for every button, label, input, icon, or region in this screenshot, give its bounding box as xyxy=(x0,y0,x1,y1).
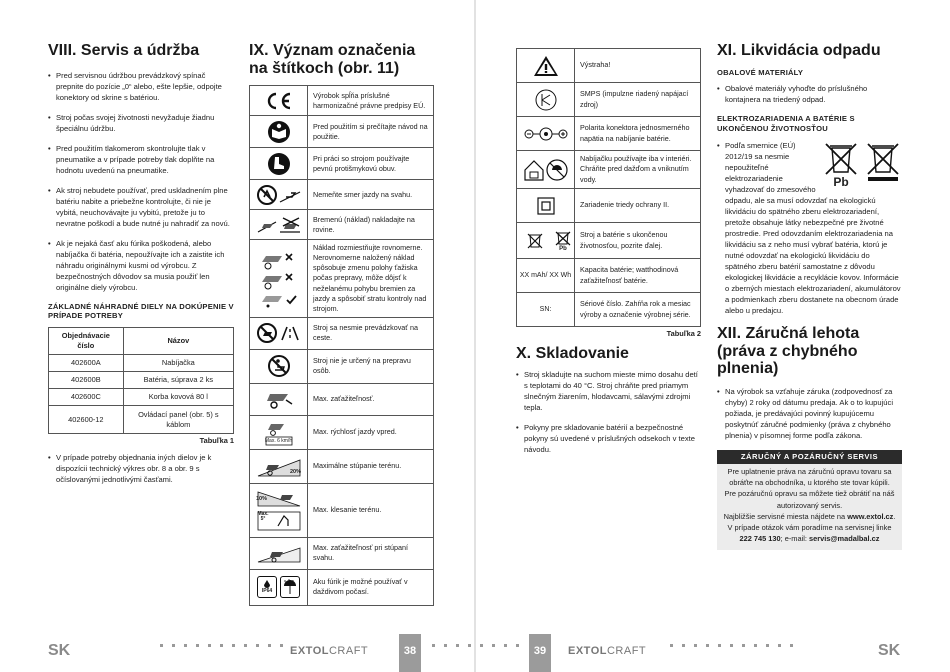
page-spine xyxy=(474,0,476,672)
service-box xyxy=(717,450,902,550)
table-cell: Výstraha! xyxy=(575,49,701,83)
brand-logo: EXTOLCRAFT xyxy=(290,645,369,657)
table-header: Objednávacie číslo xyxy=(49,328,124,355)
safety-boots-icon xyxy=(250,148,308,180)
table-row xyxy=(250,383,434,415)
table-cell: Max. zaťažiteľnosť. xyxy=(308,383,434,415)
sub-heading: OBALOVÉ MATERIÁLY xyxy=(717,67,804,77)
page-number: 38 xyxy=(399,634,421,672)
pb-label: Pb xyxy=(559,245,567,252)
max-speed-icon xyxy=(250,415,308,449)
table-caption: Tabuľka 2 xyxy=(666,329,701,338)
list-item: • Stroj počas svojej životnosti nevyžaduje žiadnu špeciálnu údržbu. xyxy=(48,112,234,134)
language-code: SK xyxy=(48,642,71,659)
table-row xyxy=(517,259,701,293)
max-load-slope-icon xyxy=(250,537,308,569)
list-item: • Pred servisnou údržbou prevádzkový spínač prepnite do pozície „0“ alebo, ešte lepšie, odpojte konektory od skrine s batériou. xyxy=(48,70,234,103)
ce-mark-icon xyxy=(250,86,308,116)
table-cell: Stroj nie je určený na prepravu osôb. xyxy=(308,349,434,383)
table-cell: 402600-12 xyxy=(49,406,124,434)
list-item: • Stroj skladujte na suchom mieste mimo dosahu detí s teplotami do 40 °C. Stroj chráňte pred priamym slnečným žiarením, hlodavcami, sálavými zdrojmi tepla. xyxy=(516,369,701,413)
language-code: SK xyxy=(878,642,901,659)
table-row xyxy=(250,148,434,180)
table-row xyxy=(517,117,701,151)
bullet-list xyxy=(717,140,902,316)
list-item: • Ak je nejaká časť aku fúrika poškodená, alebo nabíjačka či batéria, nepoužívajte ich a zaistite ich náhradu originálnymi kusmi od výrobcu. Z bezpečnostných dôvodov sa musia použiť len originálne diely výrobcu. xyxy=(48,238,234,293)
class-ii-icon xyxy=(517,189,575,223)
speed-label: Max. 6 km/h xyxy=(264,437,293,444)
max-slope-icon xyxy=(250,449,308,483)
sub-heading: ELEKTROZARIADENIA A BATÉRIE S UKONČENOU ŽIVOTNOSŤOU xyxy=(717,114,855,134)
footer-dots xyxy=(432,644,519,648)
table-row xyxy=(250,537,434,569)
read-manual-icon xyxy=(250,116,308,148)
table-row xyxy=(250,449,434,483)
service-text: V prípade otázok vám poradíme na servisnej linke 222 745 130; e-mail: servis@madalbal.cz xyxy=(727,522,892,543)
table-row xyxy=(250,210,434,240)
table-cell: 402600C xyxy=(49,389,124,406)
list-item: • Na výrobok sa vzťahuje záruka (zodpovednosť za chyby) 2 roky od dátumu predaja. Ak o to kupujúci požiada, je predávajúci povinný kupujúcemu poskytnúť záručné podmienky (práva z chybného plnenia) v písomnej forme podľa zákona. xyxy=(717,386,902,441)
table-cell: Aku fúrik je možné používať v daždivom počasí. xyxy=(308,569,434,605)
table-row xyxy=(250,116,434,148)
bullet-list xyxy=(717,83,902,105)
slope-label: 20% xyxy=(289,469,301,476)
table-row xyxy=(250,483,434,537)
battery-disposal-icon xyxy=(517,223,575,259)
page-number: 39 xyxy=(529,634,551,672)
max-descent-icon xyxy=(250,483,308,537)
spacer xyxy=(816,140,902,188)
smps-icon xyxy=(517,83,575,117)
table-row xyxy=(250,415,434,449)
weee-block xyxy=(717,140,902,316)
table-row xyxy=(517,49,701,83)
list-item: • V prípade potreby objednania iných dielov je k dispozícii technický výkres obr. 8 a obr. 9 s očíslovanými jednotlivými časťami. xyxy=(48,452,234,485)
capacity-code: XX mAh/ XX Wh xyxy=(517,259,575,293)
table-cell: Max. klesanie terénu. xyxy=(308,483,434,537)
section-title: VIII. Servis a údržba xyxy=(48,42,200,59)
table-cell: Nabíjačku používajte iba v interiéri. Chráňte pred dažďom a vniknutím vody. xyxy=(575,151,701,189)
bullet-list xyxy=(717,386,902,441)
service-email[interactable]: servis@madalbal.cz xyxy=(808,533,880,543)
table-row xyxy=(517,293,701,327)
list-item: • Pokyny pre skladovanie batérií a bezpečnostné pokyny sú uvedené v príslušných odsekoch v texte návodu. xyxy=(516,422,701,455)
table-cell: Nabíjačka xyxy=(123,355,233,372)
table-row xyxy=(250,317,434,349)
table-caption: Tabuľka 1 xyxy=(199,436,234,446)
table-cell: Polarita konektora jednosmerného napätia na nabíjanie batérie. xyxy=(575,117,701,151)
warning-icon xyxy=(517,49,575,83)
table-cell: Náklad rozmiestňujte rovnomerne. Nerovnomerne naložený náklad spôsobuje zmenu polohy ťažiska počas prepravy, môže dôjsť k neželanému pohybu bremien za jazdy a spôsobiť stratu kontroly nad strojom. xyxy=(308,240,434,318)
pb-label: Pb xyxy=(833,174,849,189)
section-title: XI. Likvidácia odpadu xyxy=(717,42,881,59)
parts-table xyxy=(48,327,234,434)
table-cell: Korba kovová 80 l xyxy=(123,389,233,406)
section-title: IX. Význam označenia na štítkoch (obr. 11) xyxy=(249,42,416,77)
table-cell: 402600B xyxy=(49,372,124,389)
serial-code: SN: xyxy=(517,293,575,327)
no-reverse-icon xyxy=(250,180,308,210)
load-distribution-icon xyxy=(250,240,308,318)
table-row xyxy=(49,372,234,389)
table-cell: SMPS (impulzne riadený napájací zdroj) xyxy=(575,83,701,117)
table-row xyxy=(250,180,434,210)
table-row xyxy=(49,355,234,372)
service-heading: ZÁRUČNÝ A POZÁRUČNÝ SERVIS xyxy=(717,450,902,464)
section-title: X. Skladovanie xyxy=(516,344,629,362)
section-servis xyxy=(48,42,234,494)
brand-logo: EXTOLCRAFT xyxy=(568,645,647,657)
table-row xyxy=(517,83,701,117)
descent-label-2: Max. 5° xyxy=(257,510,269,523)
disposal-and-warranty xyxy=(717,42,902,550)
no-persons-icon xyxy=(250,349,308,383)
list-item: • Obalové materiály vyhoďte do príslušného kontajnera na triedený odpad. xyxy=(717,83,902,105)
table-cell: Pred použitím si prečítajte návod na použitie. xyxy=(308,116,434,148)
table-row xyxy=(250,349,434,383)
symbols-table xyxy=(516,48,701,327)
table-cell: 402600A xyxy=(49,355,124,372)
indoor-only-icon xyxy=(517,151,575,189)
table-cell: Pri práci so strojom používajte pevnú protišmykovú obuv. xyxy=(308,148,434,180)
table-header-row xyxy=(49,328,234,355)
page-footer xyxy=(0,628,950,672)
table-row xyxy=(49,389,234,406)
parts-heading: ZÁKLADNÉ NÁHRADNÉ DIELY NA DOKÚPENIE V PRÍPADE POTREBY xyxy=(48,301,234,321)
load-forward-icon xyxy=(250,210,308,240)
table-row xyxy=(49,406,234,434)
table-cell: Kapacita batérie; watthodinová zaťažiteľnosť batérie. xyxy=(575,259,701,293)
table-cell: Max. zaťažiteľnosť pri stúpaní svahu. xyxy=(308,537,434,569)
section-labels xyxy=(249,42,434,606)
table-header: Názov xyxy=(123,328,233,355)
table-cell: Nemeňte smer jazdy na svahu. xyxy=(308,180,434,210)
table-cell: Bremenú (náklad) nakladajte na rovine. xyxy=(308,210,434,240)
table-row xyxy=(250,569,434,605)
service-phone: 222 745 130 xyxy=(739,533,781,543)
service-text: Pre pozáručnú opravu sa môžete tiež obrátiť na náš autorizovaný servis. xyxy=(724,489,895,510)
list-item: • Podľa smernice (EÚ) 2012/19 sa nesmie nepoužiteľné elektrozariadenie vyhadzovať do zmesového odpadu, ale sa musí odovzdať na ekologickú likvidáciu do spätného zberu elektrozariadení, pretože obsahuje látky nebezpečné pre životné prostredie. Pred odovzdaním elektrozariadenia na likvidáciu sa z neho musí vybrať batéria, ktorú je nutné odovzdať na ekologickú likvidáciu do spätného zberu batérií samostatne z dôvodu ekologickej likvidácie a recyklácie kovov. Informácie o zberných miestach elektrozariadení, akumulátorov a podmienkach zberu dostanete na obecnom úrade alebo u predajcu. xyxy=(717,140,902,316)
ip64-icon xyxy=(250,569,308,605)
table-row xyxy=(250,86,434,116)
list-item: • Ak stroj nebudete používať, pred uskladnením plne batériu nabite a priebežne kontrolujte, či nie je vybitá, neuchovávajte ju vybitú, pretože ju to nevratne poškodí a bude nutné ju nahradiť za novú. xyxy=(48,185,234,229)
symbols-and-storage xyxy=(516,48,701,464)
section-title: XII. Záručná lehota (práva z chybného plnenia) xyxy=(717,325,860,378)
no-road-icon xyxy=(250,317,308,349)
polarity-icon xyxy=(517,117,575,151)
service-text: Najbližšie servisné miesta nájdete na www.extol.cz. xyxy=(723,511,896,521)
ip-rating-badge: IP64 xyxy=(257,576,277,598)
service-text: Pre uplatnenie práva na záručnú opravu tovaru sa obráťte na obchodníka, u ktorého ste tovar kúpili. xyxy=(727,467,892,488)
descent-label: 10% xyxy=(256,495,268,502)
table-cell: Batéria, súprava 2 ks xyxy=(123,372,233,389)
bullet-list xyxy=(48,452,234,485)
table-cell: Stroj sa nesmie prevádzkovať na ceste. xyxy=(308,317,434,349)
table-row xyxy=(517,223,701,259)
max-load-icon xyxy=(250,383,308,415)
service-link[interactable]: www.extol.cz xyxy=(847,511,894,521)
footer-dots xyxy=(670,644,793,648)
table-cell: Ovládací panel (obr. 5) s káblom xyxy=(123,406,233,434)
table-row xyxy=(517,189,701,223)
table-cell: Výrobok spĺňa príslušné harmonizačné právne predpisy EÚ. xyxy=(308,86,434,116)
table-cell: Zariadenie triedy ochrany II. xyxy=(575,189,701,223)
bullet-list xyxy=(48,70,234,293)
footer-dots xyxy=(160,644,283,648)
table-row xyxy=(517,151,701,189)
bullet-list xyxy=(516,369,701,455)
list-item: • Pred použitím tlakomerom skontrolujte tlak v pneumatike a v prípade potreby tlak doplňte na hodnotu uvedenú na pneumatike. xyxy=(48,143,234,176)
labels-table xyxy=(249,85,434,606)
table-cell: Maximálne stúpanie terénu. xyxy=(308,449,434,483)
rain-icon xyxy=(280,576,300,598)
table-row xyxy=(250,240,434,318)
table-cell: Sériové číslo. Zahŕňa rok a mesiac výroby a označenie výrobnej série. xyxy=(575,293,701,327)
table-cell: Stroj a batérie s ukončenou životnosťou, pozrite ďalej. xyxy=(575,223,701,259)
table-cell: Max. rýchlosť jazdy vpred. xyxy=(308,415,434,449)
